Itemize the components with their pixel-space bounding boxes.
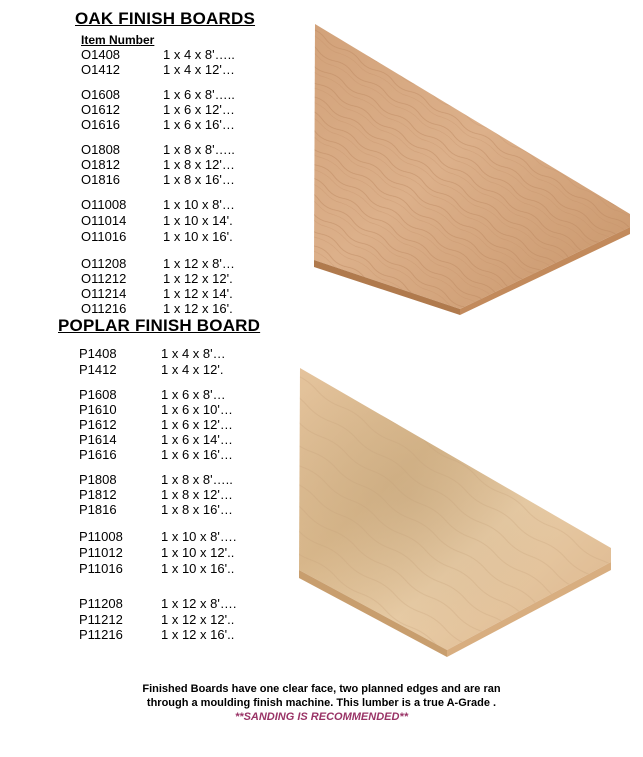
poplar-item-size: 1 x 10 x 16'.. xyxy=(161,561,235,576)
oak-item-size: 1 x 10 x 14'. xyxy=(163,213,233,228)
poplar-item-code: P1812 xyxy=(79,487,117,502)
poplar-section-title: POPLAR FINISH BOARD xyxy=(58,316,261,335)
oak-item-size: 1 x 4 x 12'… xyxy=(163,62,235,77)
poplar-item-code: P11016 xyxy=(79,561,123,576)
oak-item-code: O11008 xyxy=(81,197,127,212)
oak-section-title: OAK FINISH BOARDS xyxy=(75,9,256,28)
footer-description-line-2: through a moulding finish machine. This lumber is a true A-Grade . xyxy=(146,697,497,709)
oak-item-code: O1608 xyxy=(81,87,121,102)
oak-item-size: 1 x 12 x 16'. xyxy=(163,301,233,316)
oak-item-size: 1 x 8 x 12'… xyxy=(163,157,235,172)
oak-item-code: O1612 xyxy=(81,102,121,117)
oak-item-size: 1 x 6 x 8'….. xyxy=(163,87,235,102)
poplar-item-code: P11008 xyxy=(79,529,123,544)
poplar-item-size: 1 x 8 x 16'… xyxy=(161,502,233,517)
poplar-item-code: P1610 xyxy=(79,402,117,417)
poplar-item-code: P1612 xyxy=(79,417,117,432)
oak-item-code: O11208 xyxy=(81,256,127,271)
oak-item-size: 1 x 8 x 16'… xyxy=(163,172,235,187)
oak-board-image xyxy=(312,22,632,317)
poplar-item-code: P1816 xyxy=(79,502,117,517)
oak-item-code: O11216 xyxy=(81,301,127,316)
poplar-item-size: 1 x 4 x 8'… xyxy=(161,346,226,361)
poplar-item-code: P1608 xyxy=(79,387,117,402)
poplar-board-image xyxy=(297,366,613,658)
oak-item-code: O1408 xyxy=(81,47,121,62)
poplar-item-size: 1 x 8 x 8'….. xyxy=(161,472,233,487)
poplar-item-size: 1 x 12 x 12'.. xyxy=(161,612,235,627)
poplar-item-size: 1 x 6 x 14'… xyxy=(161,432,233,447)
sanding-recommendation: **SANDING IS RECOMMENDED** xyxy=(235,711,408,723)
footer-description-line-1: Finished Boards have one clear face, two planned edges and are ran xyxy=(142,683,501,695)
oak-item-code: O11212 xyxy=(81,271,127,286)
oak-item-size: 1 x 8 x 8'….. xyxy=(163,142,235,157)
poplar-item-code: P11208 xyxy=(79,596,123,611)
oak-item-code: O1616 xyxy=(81,117,121,132)
poplar-item-code: P11012 xyxy=(79,545,123,560)
item-number-header: Item Number xyxy=(81,33,155,47)
oak-item-code: O1808 xyxy=(81,142,121,157)
oak-item-code: O11016 xyxy=(81,229,127,244)
poplar-item-size: 1 x 12 x 8'…. xyxy=(161,596,237,611)
poplar-item-size: 1 x 6 x 8'… xyxy=(161,387,226,402)
poplar-item-size: 1 x 6 x 16'… xyxy=(161,447,233,462)
oak-item-code: O1812 xyxy=(81,157,121,172)
oak-item-code: O11214 xyxy=(81,286,127,301)
poplar-item-code: P1408 xyxy=(79,346,117,361)
oak-item-size: 1 x 10 x 16'. xyxy=(163,229,233,244)
oak-item-code: O1412 xyxy=(81,62,121,77)
oak-item-code: O11014 xyxy=(81,213,127,228)
poplar-item-code: P1614 xyxy=(79,432,117,447)
poplar-item-size: 1 x 8 x 12'… xyxy=(161,487,233,502)
poplar-item-code: P11212 xyxy=(79,612,123,627)
poplar-item-size: 1 x 10 x 8'…. xyxy=(161,529,237,544)
oak-item-size: 1 x 12 x 12'. xyxy=(163,271,233,286)
oak-item-size: 1 x 6 x 16'… xyxy=(163,117,235,132)
poplar-item-size: 1 x 10 x 12'.. xyxy=(161,545,235,560)
oak-item-size: 1 x 12 x 14'. xyxy=(163,286,233,301)
poplar-item-size: 1 x 6 x 12'… xyxy=(161,417,233,432)
oak-item-size: 1 x 4 x 8'….. xyxy=(163,47,235,62)
poplar-item-list xyxy=(79,0,299,660)
oak-item-size: 1 x 12 x 8'… xyxy=(163,256,235,271)
oak-item-code: O1816 xyxy=(81,172,121,187)
poplar-item-code: P11216 xyxy=(79,627,123,642)
poplar-item-code: P1412 xyxy=(79,362,117,377)
poplar-item-size: 1 x 12 x 16'.. xyxy=(161,627,235,642)
poplar-item-code: P1808 xyxy=(79,472,117,487)
poplar-item-size: 1 x 4 x 12'. xyxy=(161,362,224,377)
poplar-item-code: P1616 xyxy=(79,447,117,462)
oak-item-size: 1 x 6 x 12'… xyxy=(163,102,235,117)
oak-item-size: 1 x 10 x 8'… xyxy=(163,197,235,212)
poplar-item-size: 1 x 6 x 10'… xyxy=(161,402,233,417)
